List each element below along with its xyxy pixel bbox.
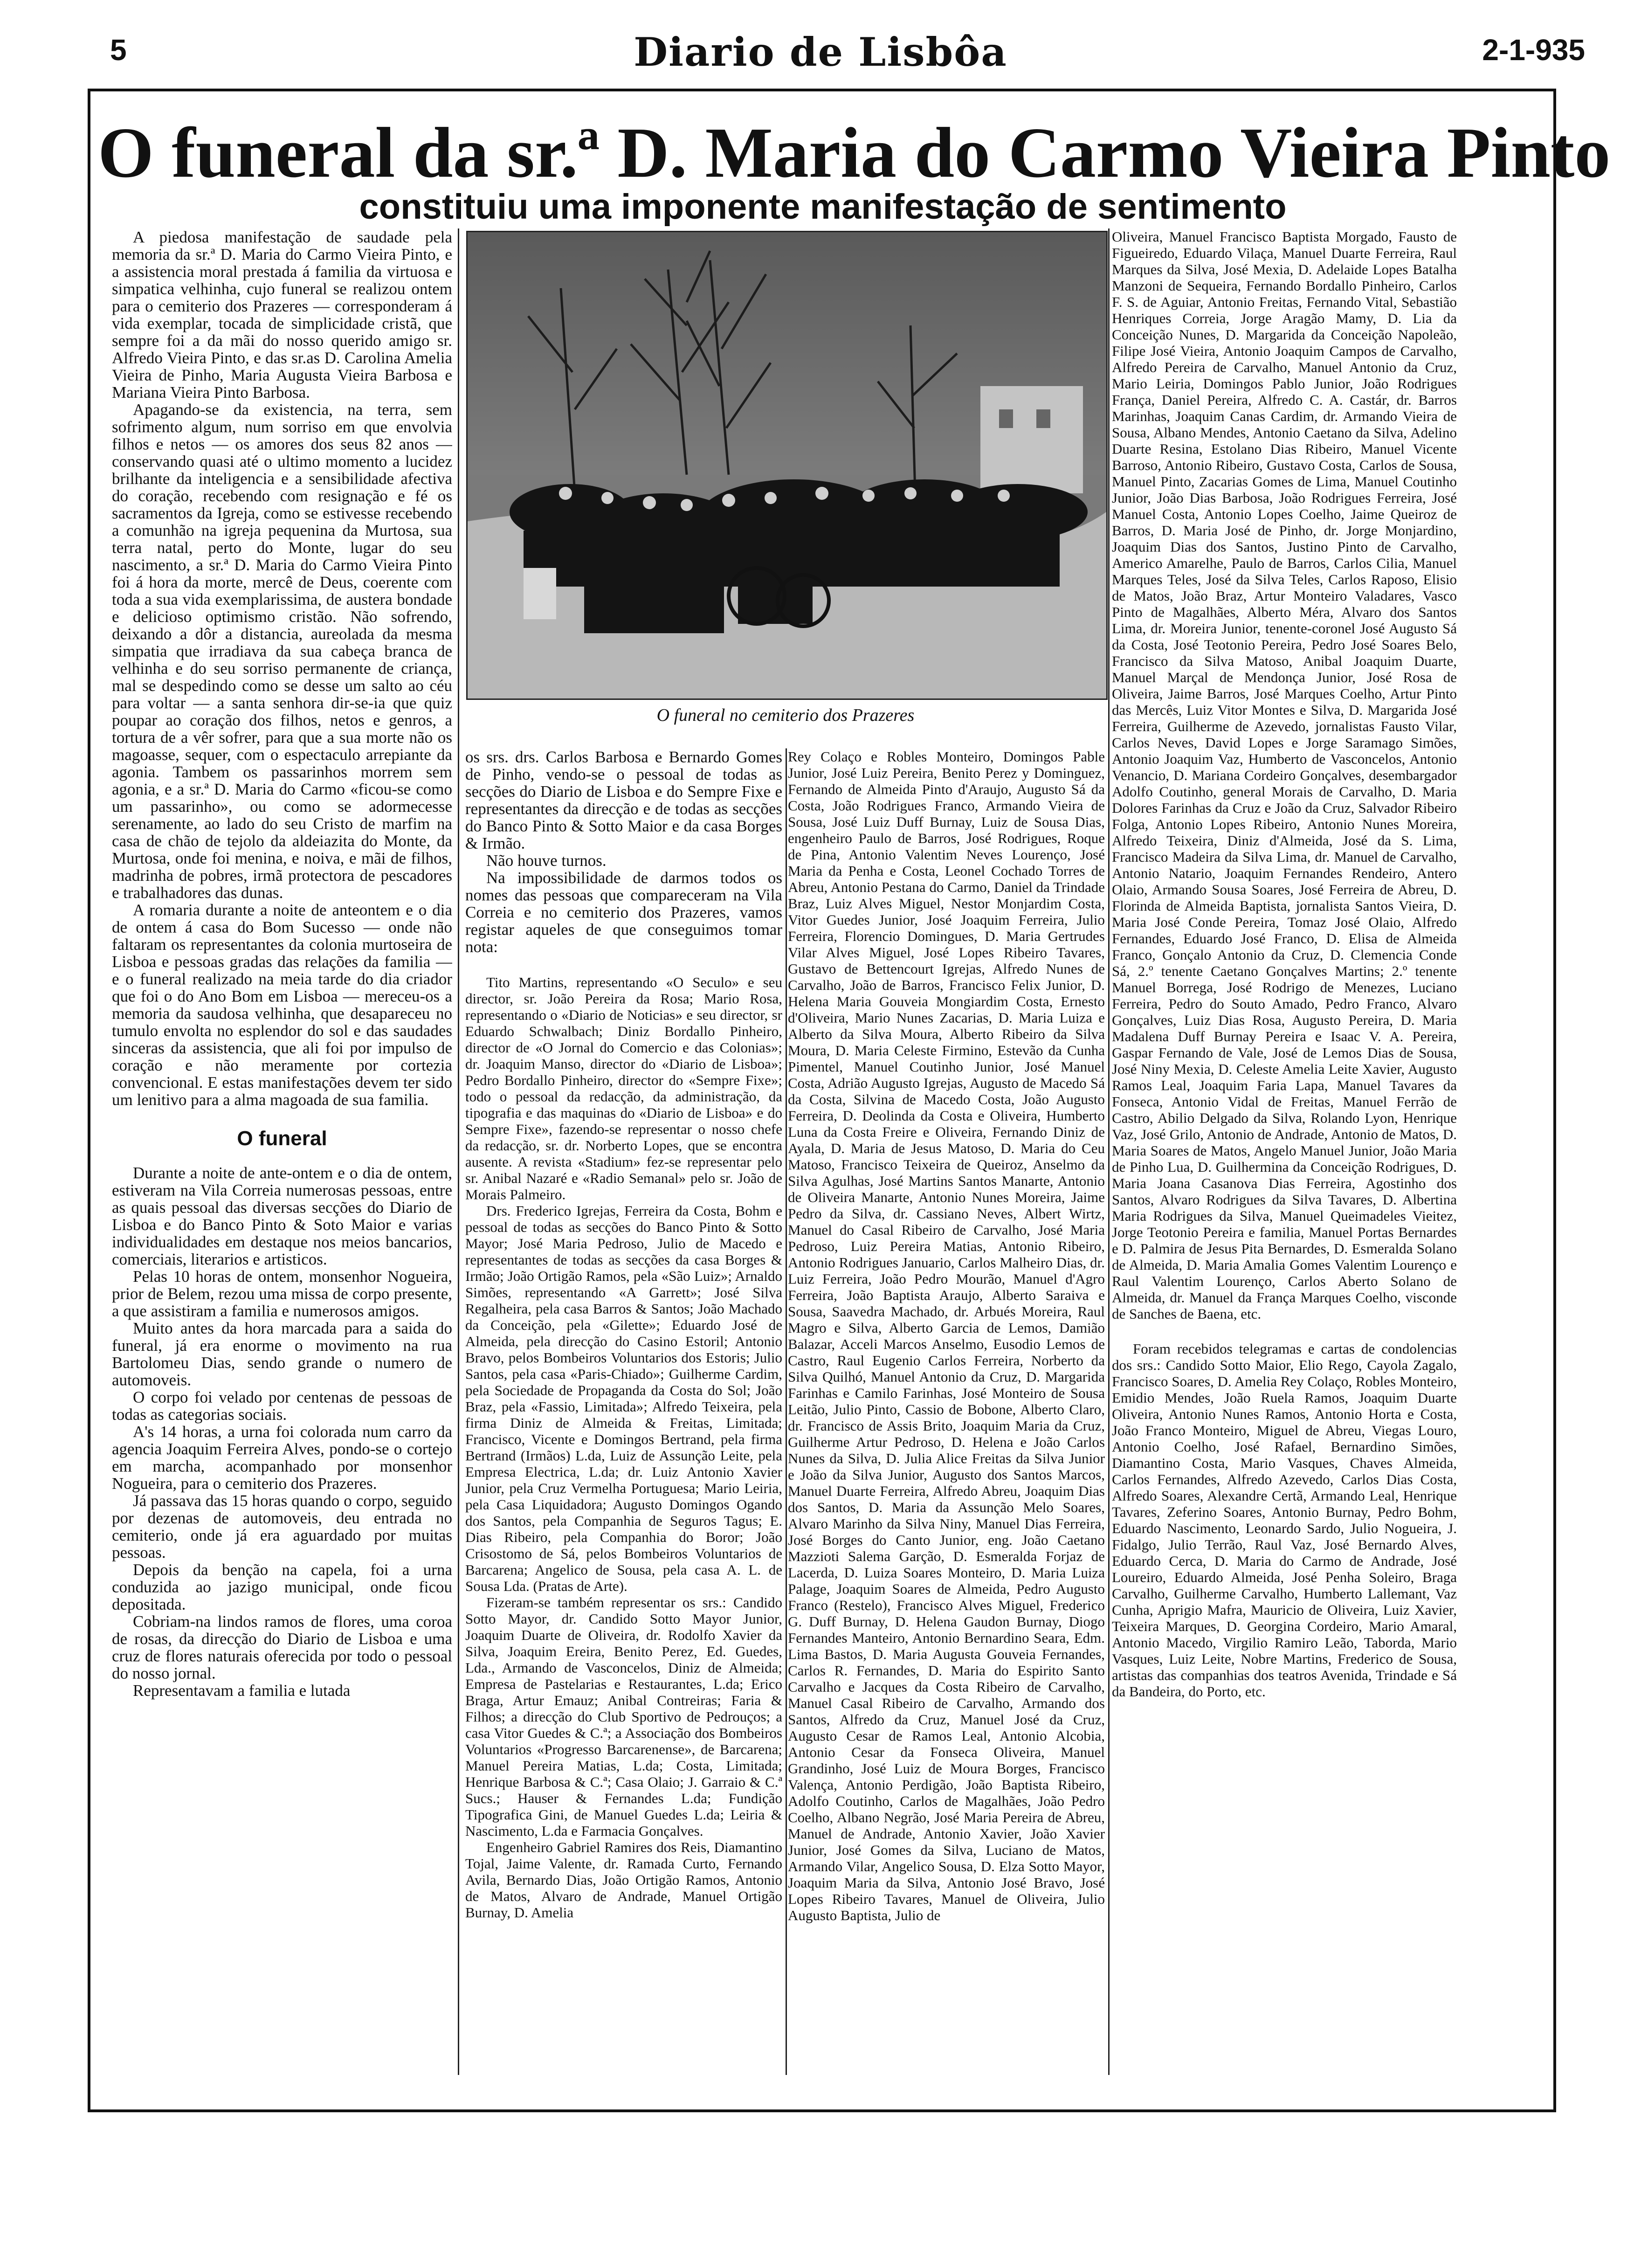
paragraph: Cobriam-na lindos ramos de flores, uma coroa de rosas, da direcção do Diario de Lisboa e uma cruz de flores naturais oferecida por todo o pessoal do nosso jornal. — [112, 1612, 452, 1682]
section-heading: O funeral — [237, 1127, 327, 1150]
funeral-photo — [466, 231, 1108, 700]
paragraph: Pelas 10 horas de ontem, monsenhor Nogueira, prior de Belem, rezou uma missa de corpo presente, a que assistiram a familia e numerosos amigos. — [112, 1267, 452, 1320]
masthead-page-number: 5 — [110, 33, 127, 67]
photo-caption: O funeral no cemiterio dos Prazeres — [656, 705, 915, 725]
column-rule-3 — [1108, 228, 1110, 2075]
paragraph: A's 14 horas, a urna foi colorada num carro da agencia Joaquim Ferreira Alves, pondo-se o cortejo em marcha, acompanhado por monsenhor Nogueira, para o cemiterio dos Prazeres. — [112, 1423, 452, 1493]
column-3 — [788, 748, 1105, 2075]
paragraph: Apagando-se da existencia, na terra, sem sofrimento algum, num sorriso em que envolvia filhos e netos — os amores dos seus 82 anos — conservando quasi até o ultimo momento a lucidez brilhante da inteligencia e a sensibilidade afectiva do coração, recebendo com resignação e fé os sacramentos da Igreja, como se estivesse recebendo a comunhão na igreja pequenina da Murtosa, sua terra natal, perto do Monte, lugar do seu nascimento, a sr.ª D. Maria do Carmo Vieira Pinto foi á hora da morte, mercê de Deus, coerente com toda a sua vida exemplarissima, de austera bondade e delicioso optimismo cristão. Não sofrendo, deixando a dôr a distancia, aureolada da mesma simpatia que irradiava da sua cabeça branca de velhinha e do seu sorriso permanente de criança, mal se despedindo como se desse um salto ao céu para voltar — a santa senhora dir-se-ia que quiz poupar ao coração dos filhos, netos e genros, a tortura de a vêr sofrer, para que a sua morte não os magoasse, sequer, com o espectaculo arrepiante da agonia. Tambem os passarinhos morrem sem agonia, e a sr.ª D. Maria do Carmo «ficou-se como um passarinho», ou como se adormecesse serenamente, ao lado do seu Cristo de marfim na casa de chão de tejolo da aldeiazita do Monte, da Murtosa, onde foi menina, e noiva, e mãi de filhos, madrinha de pobres, irmã protectora de pescadores e trabalhadores das dunas. — [112, 401, 452, 902]
column-rule-2 — [786, 748, 787, 2075]
paragraph: A romaria durante a noite de anteontem e o dia de ontem á casa do Bom Sucesso — onde não faltaram os representantes da colonia murtoseira de Lisboa e pessoas gradas das relações da familia — e o funeral realizado na meia tarde do dia criador que foi o do Ano Bom em Lisboa — mereceu-os a memoria da saudosa velhinha, que desapareceu no tumulo envolta no esplendor do sol e das saudades sinceras da assistencia, que ali foi por impulso de coração e não meramente por cortezia convencional. E estas manifestações devem ter sido um lenitivo para a alma magoada de sua familia. — [112, 901, 452, 1109]
paragraph: Fizeram-se também representar os srs.: Candido Sotto Mayor, dr. Candido Sotto Mayor Junior, Joaquim Duarte de Oliveira, dr. Rodolfo Xavier da Silva, Joaquim Ereira, Benito Perez, Ed. Guedes, Lda., Armando de Vasconcelos, Diniz de Almeida; Empresa de Pastelarias e Restaurantes, L.da; Erico Braga, Artur Emauz; Anibal Contreiras; Faria & Filhos; a direcção do Club Sportivo de Pedrouços; a casa Vitor Guedes & C.ª; a Associação dos Bombeiros Voluntarios «Progresso Barcarenense», de Barcarena; Manuel Pereira Matias, L.da; Costa, Limitada; Henrique Barbosa & C.ª; Casa Olaio; J. Garraio & C.ª Sucs.; Hauser & Fernandes L.da; Fundição Tipografica Gini, de Manuel Guedes L.da; Leiria & Nascimento, L.da e Farmacia Gonçalves. — [465, 1594, 782, 1839]
column-4 — [1112, 228, 1457, 2075]
masthead-title: Diario de Lisbôa — [634, 29, 1007, 75]
paragraph: Na impossibilidade de darmos todos os nomes das pessoas que compareceram na Vila Correia e no cemiterio dos Prazeres, vamos registar aqueles de que conseguimos tomar nota: — [465, 869, 782, 956]
column-2 — [465, 748, 782, 2075]
paragraph: Engenheiro Gabriel Ramires dos Reis, Diamantino Tojal, Jaime Valente, dr. Ramada Curto, Fernando Avila, Bernardo Dias, João Ortigão Ramos, Antonio de Matos, Alvaro de Andrade, Manuel Ortigão Burnay, D. Amelia — [465, 1839, 782, 1921]
headline: O funeral da sr.ª D. Maria do Carmo Vieira Pinto — [98, 113, 1611, 193]
paragraph: Depois da benção na capela, foi a urna conduzida ao jazigo municipal, onde ficou depositada. — [112, 1561, 452, 1613]
paragraph: Durante a noite de ante-ontem e o dia de ontem, estiveram na Vila Correia numerosas pessoas, entre as quais pessoal das diversas secções do Diario de Lisboa e do Banco Pinto & Soto Maior e varias individualidades em destaque nos meios bancarios, comerciais, literarios e artisticos. — [112, 1164, 452, 1268]
telegrams-paragraph: Foram recebidos telegramas e cartas de condolencias dos srs.: Candido Sotto Maior, Elio Rego, Cayola Zagalo, Francisco Soares, D. Amelia Rey Colaço, Robles Monteiro, Emidio Mendes, João Ruela Ramos, Joaquim Duarte Oliveira, Antonio Nunes Ramos, Antonio Horta e Costa, João Franco Monteiro, Miguel de Abreu, Viegas Louro, Antonio Coelho, José Rafael, Bernardino Simões, Diamantino Costa, Mario Vasques, Chaves Almeida, Carlos Fernandes, Alfredo Azevedo, Carlos Dias Costa, Alfredo Soares, Alexandre Certã, Armando Leal, Henrique Tavares, Zeferino Soares, Antonio Burnay, Pedro Bohm, Eduardo Nascimento, Leonardo Sardo, Julio Nogueira, J. Fidalgo, Julio Terrão, Raul Vaz, José Bernardo Alves, Eduardo Cerca, D. Maria do Carmo de Andrade, José Loureiro, Eduardo Almeida, José Penha Soleiro, Braga Carvalho, Guilherme Carvalho, Humberto Lallemant, Vaz Cunha, Aprigio Mafra, Mauricio de Oliveira, Luiz Xavier, Teixeira Marques, D. Georgina Cordeiro, Mario Amaral, Antonio Macedo, Virgilio Ramiro Leão, Taborda, Mario Vasques, Luiz Leite, Nobre Martins, Frederico de Sousa, artistas das companhias dos teatros Avenida, Trindade e Sá da Bandeira, do Porto, etc. — [1112, 1341, 1457, 1700]
attendee-list: Oliveira, Manuel Francisco Baptista Morgado, Fausto de Figueiredo, Eduardo Vilaça, Manuel Duarte Ferreira, Raul Marques da Silva, José Mexia, D. Adelaide Lopes Batalha Manzoni de Sequeira, Fernando Bordallo Pinheiro, Carlos F. S. de Aguiar, Antonio Freitas, Fernando Vital, Sebastião Henriques Correia, Jorge Aragão Mamy, D. Lia da Conceição Nunes, D. Margarida da Conceição Napoleão, Filipe José Vieira, Antonio Joaquim Campos de Carvalho, Alfredo Pereira de Carvalho, Manuel Antonio da Cruz, Mario Leiria, Domingos Pablo Junior, João Rodrigues França, Daniel Pereira, Alfredo C. A. Castár, dr. Barros Marinhas, Joaquim Canas Cardim, dr. Armando Vieira de Sousa, Albano Mendes, Antonio Caetano da Silva, Adelino Duarte Resina, Estolano Dias Ribeiro, Manuel Vicente Barroso, Antonio Ribeiro, Gustavo Costa, Carlos de Sousa, Manuel Pinto, Zacarias Gomes de Lima, Manuel Coutinho Junior, João Dias Barbosa, João Rodrigues Ferreira, José Manuel Costa, Antonio Lopes Coelho, Jaime Queiroz de Barros, D. Maria José de Pinho, dr. Jorge Monjardino, Joaquim Dias dos Santos, Justino Pinto de Carvalho, Americo Amarelhe, Paulo de Barros, Carlos Cilia, Manuel Marques Teles, José da Silva Teles, Carlos Raposo, Elisio de Matos, João Braz, Artur Monteiro Valadares, Vasco Pinto de Magalhães, Alberto Méra, Alvaro dos Santos Lima, dr. Moreira Junior, tenente-coronel José Augusto Sá da Costa, José Teotonio Pereira, Pedro José Soares Belo, Francisco da Silva Matoso, Anibal Joaquim Duarte, Manuel Marçal de Mendonça Junior, José Rosa de Oliveira, Jaime Barros, José Marques Coelho, Artur Pinto das Mercês, Luiz Vitor Montes e Silva, D. Margarida José Ferreira, Guilherme de Azevedo, jornalistas Fausto Vilar, Carlos Neves, David Lopes e Jorge Saramago Simões, Antonio Joaquim Vaz, Humberto de Vasconcelos, Antonio Venancio, D. Mariana Cordeiro Gonçalves, desembargador Adolfo Coutinho, general Morais de Carvalho, D. Maria Dolores Farinhas da Cruz e João da Cruz, Salvador Ribeiro Folga, Antonio Lopes Ribeiro, Antonio Nunes Moreira, Alfredo Teixeira, Diniz d'Almeida, José da S. Lima, Francisco Madeira da Silva Lima, dr. Manuel de Carvalho, Antonio Natario, Joaquim Fernandes Rendeiro, Antero Olaio, Armando Sousa Soares, José Ferreira de Abreu, D. Florinda de Almeida Baptista, jornalista Santos Vieira, D. Maria José Conde Pereira, Tomaz José Olaio, Alfredo Fernandes, Eduardo José Franco, D. Elisa de Almeida Franco, Gonçalo Antonio da Cruz, D. Clemencia Conde Sá, 2.º tenente Caetano Gonçalves Martins; 2.º tenente Manuel Borrega, José Rodrigo de Menezes, Luciano Ferreira, Pedro do Souto Amado, Pedro Franco, Alvaro Gonçalves, Luiz Dias Rosa, Augusto Pereira, D. Maria Madalena Duff Burnay Pereira e Isaac V. A. Pereira, Gaspar Fernando de Vale, José de Lemos Dias de Sousa, José Niny Mexia, D. Celeste Amelia Leite Xavier, Augusto Ramos Leal, Joaquim Faria Lapa, Manuel Tavares da Fonseca, Antonio Vidal de Freitas, Manuel Ferrão de Castro, Abilio Delgado da Silva, Rolando Lyon, Henrique Vaz, José Grilo, Antonio de Andrade, Antonio de Matos, D. Maria Soares de Matos, Angelo Manuel Junior, João Maria de Pinho Lua, D. Guilhermina da Conceição Rodrigues, D. Maria Joana Casanova Dias Ferreira, Agostinho dos Santos, Alvaro Rodrigues da Silva Tavares, D. Albertina Maria Rodrigues da Silva, Manuel Queimadeles Vieitez, Jorge Teotonio Pereira e familia, Manuel Portas Bernardes e D. Palmira de Jesus Pita Bernardes, D. Esmeralda Solano de Almeida, D. Maria Amalia Gomes Valentim Lourenço e Raul Valentim Lourenço, Carlos Aberto Solano de Almeida, dr. Manuel da França Marques Coelho, visconde de Sanches de Baena, etc. — [1112, 228, 1457, 1322]
paragraph: Representavam a familia e lutada — [133, 1681, 351, 1700]
paragraph: Drs. Frederico Igrejas, Ferreira da Costa, Bohm e pessoal de todas as secções do Banco Pinto & Sotto Mayor; José Maria Pedroso, Julio de Macedo e representantes de todas as secções da casa Borges & Irmão; João Ortigão Ramos, pela «São Luiz»; Arnaldo Simões, representando «A Garrett»; José Silva Regalheira, pela casa Barros & Santos; João Machado da Conceição, pela «Gilette»; Eduardo José de Almeida, pela direcção do Casino Estoril; Antonio Bravo, pelos Bombeiros Voluntarios dos Estoris; Julio Santos, pela casa «Paris-Chiado»; Guilherme Cardim, pela Sociedade de Propaganda da Costa do Sol; João Braz, pela «Fassio, Limitada»; Alfredo Teixeira, pela firma Diniz de Almeida & Freitas, Limitada; Francisco, Vicente e Domingos Bertrand, pela firma Bertrand (Irmãos) L.da, Luiz de Assunção Leite, pela Empresa Electrica, L.da; dr. Luiz Antonio Xavier Junior, pela Cruz Vermelha Portuguesa; Mario Leiria, pela Casa Liquidadora; Augusto Domingos Ogando dos Santos, pela Companhia de Seguros Tagus; E. Dias Ribeiro, pela Companhia do Boror; João Crisostomo de Sá, pelos Bombeiros Voluntarios de Barcarena; Angelico de Sousa, pela casa A. L. de Sousa Lda. (Pratas de Arte). — [465, 1203, 782, 1594]
paragraph: Tito Martins, representando «O Seculo» e seu director, sr. João Pereira da Rosa; Mario Rosa, representando o «Diario de Noticias» e seu director, sr Eduardo Schwalbach; Diniz Bordallo Pinheiro, director de «O Jornal do Comercio e das Colonias»; dr. Joaquim Manso, director do «Diario de Lisboa»; Pedro Bordallo Pinheiro, director do «Sempre Fixe»; todo o pessoal da redacção, da administração, da tipografia e das maquinas do «Diario de Lisboa» e do Sempre Fixe», fazendo-se representar o nosso chefe da redacção, sr. dr. Norberto Lopes, que se encontra ausente. A revista «Stadium» fez-se representar pelo sr. Anibal Nazaré e «Radio Semanal» pelo sr. João de Morais Palmeiro. — [465, 974, 782, 1203]
subheadline: constituiu uma imponente manifestação de sentimento — [359, 187, 1287, 227]
paragraph: Não houve turnos. — [486, 851, 607, 870]
attendee-list: Rey Colaço e Robles Monteiro, Domingos Pable Junior, José Luiz Pereira, Benito Perez y Dominguez, Fernando de Almeida Pinto d'Araujo, Augusto Sá da Costa, João Rodrigues Franco, Armando Vieira de Sousa, José Luiz Duff Burnay, Luiz de Sousa Dias, engenheiro Paulo de Barros, José Rodrigues, Roque de Pina, Antonio Valentim Neves Lourenço, José Maria da Penha e Costa, Leonel Cochado Torres de Abreu, Antonio Pestana do Carmo, Daniel da Trindade Braz, Luiz Alves Miguel, Nestor Monjardim Costa, Vitor Guedes Junior, José Joaquim Ferreira, Julio Ferreira, Florencio Domingues, D. Maria Gertrudes Vilar Alves Miguel, José Lopes Ribeiro Tavares, Gustavo de Bettencourt Igrejas, Alfredo Nunes de Carvalho, João de Barros, Francisco Felix Junior, D. Helena Maria Gouveia Mongiardim Costa, Ernesto d'Oliveira, Mario Nunes Zacarias, D. Maria Luiza e Alberto da Silva Moura, Alberto Ribeiro da Silva Moura, D. Maria Celeste Firmino, Estevão da Cunha Pimentel, Manuel Coutinho Junior, José Manuel Costa, Adrião Augusto Igrejas, Augusto de Macedo Sá da Costa, Silvina de Macedo Costa, João Augusto Ferreira, D. Deolinda da Costa e Oliveira, Humberto Luna da Costa Freire e Oliveira, Fernando Diniz de Ayala, D. Maria de Jesus Matoso, D. Maria do Ceu Matoso, Francisco Teixeira de Queiroz, Anselmo da Silva Agulhas, José Martins Santos Manarte, Antonio de Oliveira Manarte, Antonio Nunes Moreira, Jaime Pedro da Silva, dr. Cassiano Neves, Albert Wirtz, Manuel do Casal Ribeiro de Carvalho, José Maria Pedroso, Luiz Pereira Matias, Antonio Ribeiro, Antonio Rodrigues Januario, Carlos Malheiro Dias, dr. Luiz Ferreira, João Pedro Mourão, Manuel d'Agro Ferreira, João Baptista Araujo, Alberto Saraiva e Sousa, Saavedra Machado, dr. Arbués Moreira, Raul Magro e Silva, Alberto Garcia de Lemos, Damião Balazar, Acceli Marcos Anselmo, Eusodio Lemos de Castro, Raul Eugenio Carlos Ferreira, Norberto da Silva Quilhó, Manuel Antonio da Cruz, D. Margarida Farinhas e Camilo Farinhas, José Monteiro de Sousa Leitão, Julio Pinto, Cassio de Bobone, Alberto Claro, dr. Francisco de Assis Brito, Joaquim Maria da Cruz, Guilherme Artur Pedroso, D. Helena e João Carlos Nunes da Silva, D. Julia Alice Freitas da Silva Junior e João da Silva Junior, Augusto dos Santos Marcos, Manuel Duarte Ferreira, Alfredo Abreu, Joaquim Dias dos Santos, D. Maria da Assunção Melo Soares, Alvaro Marinho da Silva Niny, Manuel Dias Ferreira, José Borges do Canto Junior, eng. João Caetano Mazzioti Salema Garção, D. Esmeralda Forjaz de Lacerda, D. Luiza Soares Monteiro, D. Maria Luiza Palage, Joaquim Soares de Almeida, Pedro Augusto Franco (Restelo), Francisco Alves Miguel, Frederico G. Duff Burnay, D. Helena Gaudon Burnay, Diogo Fernandes Manteiro, Antonio Bernardino Seara, Edm. Lima Bastos, D. Maria Augusta Gouveia Fernandes, Carlos R. Fernandes, D. Maria do Espirito Santo Carvalho e Jacques da Costa Ribeiro de Carvalho, Manuel Casal Ribeiro de Carvalho, Armando dos Santos, Alfredo da Cruz, Manuel José da Cruz, Augusto Cesar de Ramos Leal, Antonio Alcobia, Antonio Cesar da Fonseca Oliveira, Manuel Grandinho, José Luiz de Moura Borges, Francisco Valença, Antonio Perdigão, João Baptista Ribeiro, Adolfo Coutinho, Carlos de Magalhães, João Pedro Coelho, Albano Negrão, José Maria Pereira de Abreu, Manuel de Andrade, Antonio Xavier, João Xavier Junior, José Gomes da Silva, Luciano de Matos, Armando Vilar, Angelico Sousa, D. Elza Sotto Mayor, Joaquim Maria da Silva, Antonio José Bravo, José Lopes Ribeiro Tavares, Manuel de Oliveira, Julio Augusto Baptista, Julio de — [788, 748, 1105, 1923]
masthead-date: 2-1-935 — [1482, 33, 1585, 67]
paragraph: os srs. drs. Carlos Barbosa e Bernardo Gomes de Pinho, vendo-se o pessoal de todas as secções do Diario de Lisboa e do Sempre Fixe e representantes da direcção e de todas as secções do Banco Pinto & Sotto Maior e da casa Borges & Irmão. — [465, 748, 782, 852]
paragraph: A piedosa manifestação de saudade pela memoria da sr.ª D. Maria do Carmo Vieira Pinto, e a assistencia moral prestada á familia da virtuosa e simpatica velhinha, cujo funeral se realizou ontem para o cemiterio dos Prazeres — corresponderam á vida exemplar, tocada de simplicidade cristã, que sempre foi a da mãi do nosso querido amigo sr. Alfredo Vieira Pinto, e das sr.as D. Carolina Amelia Vieira de Pinho, Maria Augusta Vieira Barbosa e Mariana Vieira Pinto Barbosa. — [112, 228, 452, 401]
paragraph: O corpo foi velado por centenas de pessoas de todas as categorias sociais. — [112, 1388, 452, 1424]
column-rule-1 — [458, 228, 459, 2075]
paragraph: Já passava das 15 horas quando o corpo, seguido por dezenas de automoveis, deu entrada no cemiterio, onde já era aguardado por muitas pessoas. — [112, 1492, 452, 1562]
column-1 — [112, 228, 452, 2075]
paragraph: Muito antes da hora marcada para a saida do funeral, já era enorme o movimento na rua Bartolomeu Dias, sendo grande o numero de automoveis. — [112, 1319, 452, 1389]
